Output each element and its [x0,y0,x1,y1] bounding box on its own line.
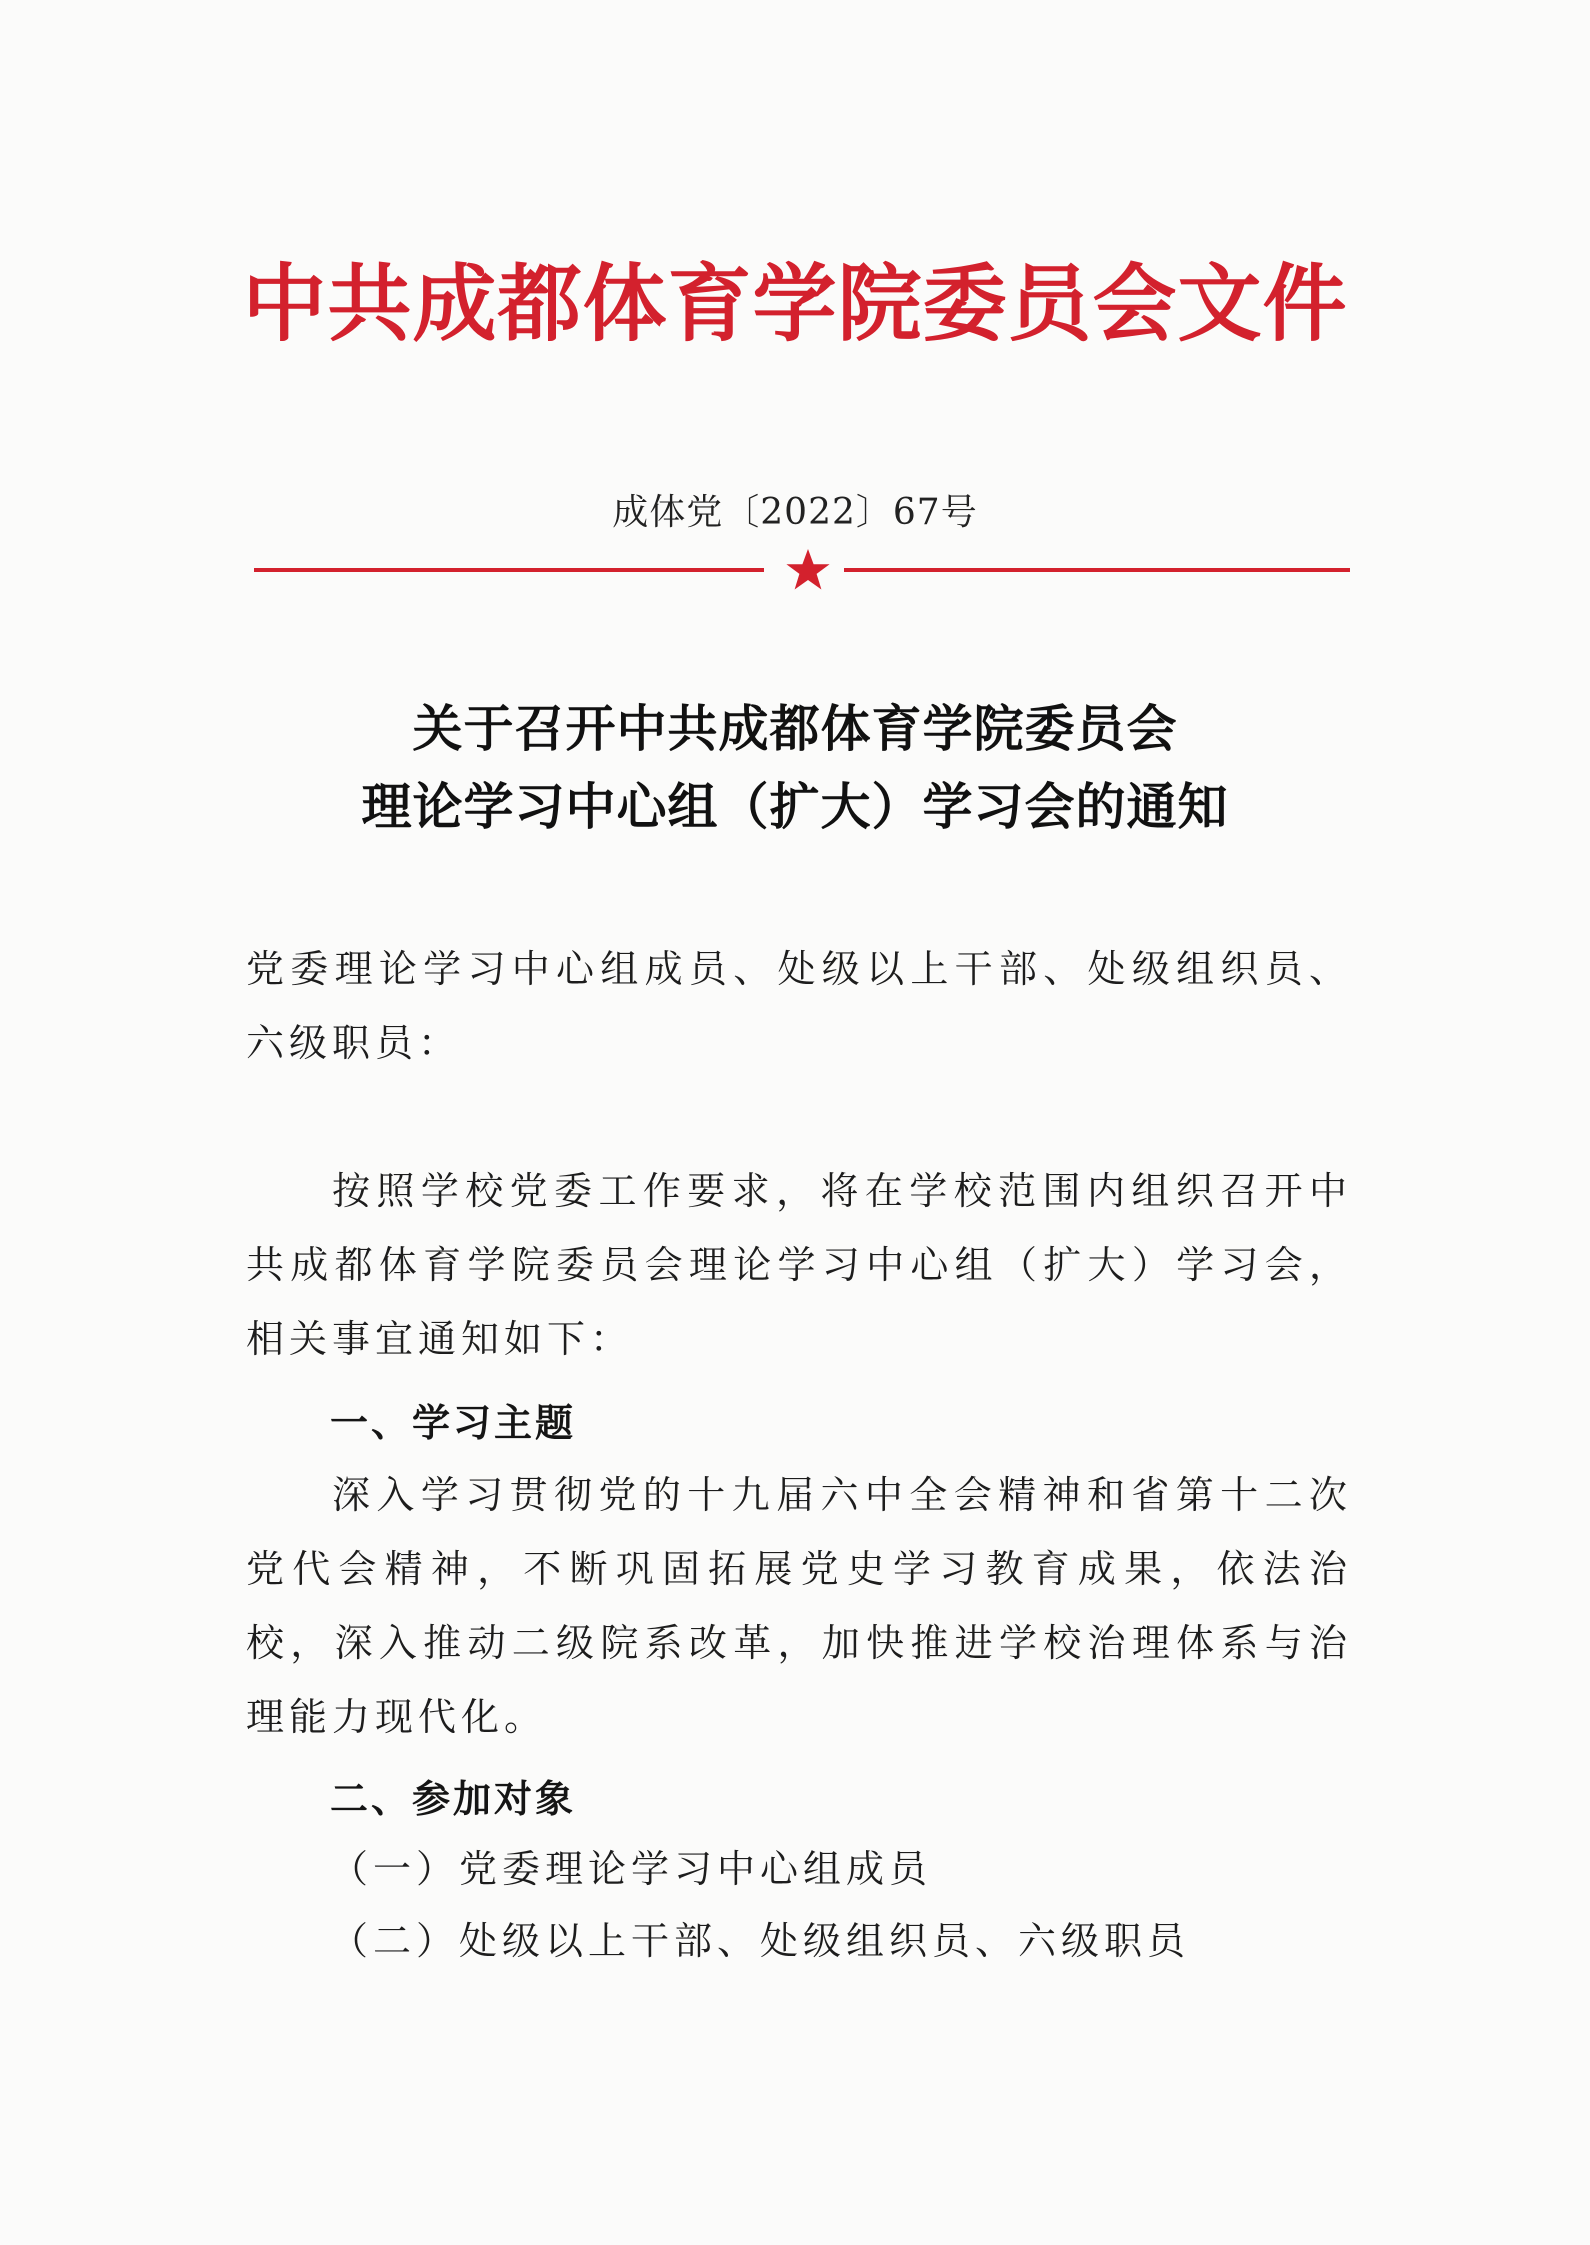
intro-paragraph: 按照学校党委工作要求，将在学校范围内组织召开中共成都体育学院委员会理论学习中心组（扩大）学习会，相关事宜通知如下： [246,1169,1352,1361]
red-rule-left [254,568,764,572]
notice-title-line-1: 关于召开中共成都体育学院委员会 [412,700,1178,758]
participant-item: （一）党委理论学习中心组成员 [330,1847,933,1891]
red-star-icon [784,546,832,594]
masthead-title: 中共成都体育学院委员会文件 [242,254,1348,353]
participant-item: （二）处级以上干部、处级组织员、六级职员 [330,1919,1191,1963]
red-rule-right [844,568,1350,572]
theme-paragraph: 深入学习贯彻党的十九届六中全会精神和省第十二次党代会精神，不断巩固拓展党史学习教育成果，依法治校，深入推动二级院系改革，加快推进学校治理体系与治理能力现代化。 [246,1473,1352,1739]
section-heading-theme: 一、学习主题 [330,1401,577,1445]
notice-title-line-2: 理论学习中心组（扩大）学习会的通知 [361,778,1229,836]
salutation: 党委理论学习中心组成员、处级以上干部、处级组织员、六级职员： [246,947,1352,1065]
document-number: 成体党〔2022〕67号 [612,492,978,533]
section-heading-participants: 二、参加对象 [330,1777,577,1821]
